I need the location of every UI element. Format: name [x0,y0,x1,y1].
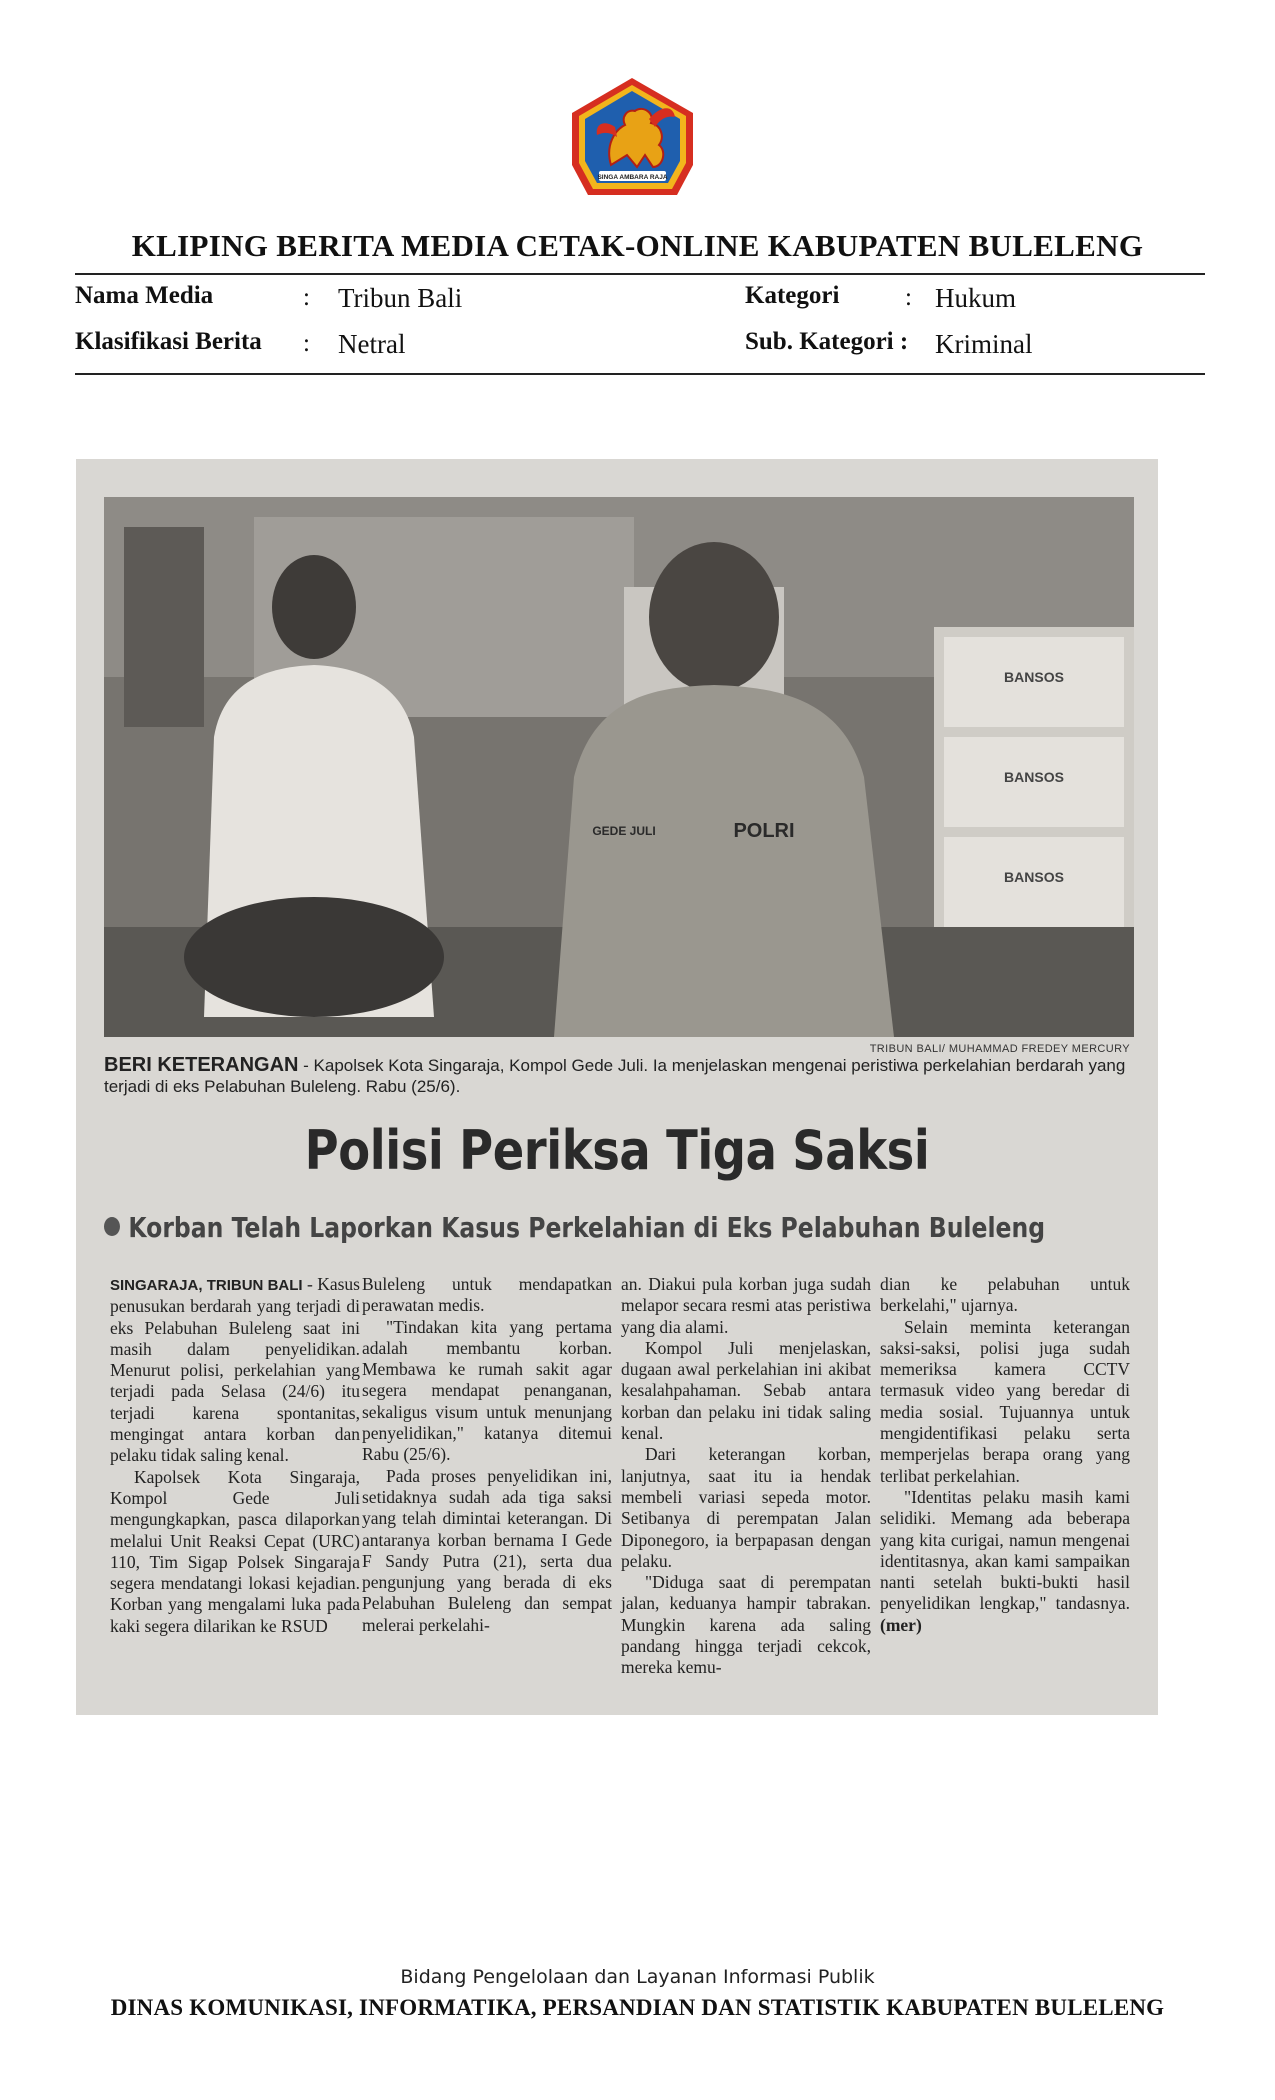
article-paragraph: an. Diakui pula korban juga sudah melapor secara resmi atas peristiwa yang dia alami. [621,1274,871,1337]
paragraph-text: "Identitas pelaku masih kami selidiki. Memang ada beberapa yang kita curigai, namun mengenai identitasnya, akan kami sampaikan nanti setelah bukti-bukti hasil penyelidikan lengkap," tandasnya. [880,1486,1130,1614]
article-paragraph [880,1487,1130,1636]
article-headline: Polisi Periksa Tiga Saksi [304,1119,930,1182]
sub-kategori-label: Sub. Kategori : [745,328,909,355]
colon: : [303,330,310,357]
article-paragraph: Pada proses penyelidikan ini, setidaknya sudah ada tiga saksi yang telah dimintai keterangan. Di antaranya korban bernama I Gede F Sandy Putra (21), serta dua pengunjung yang berada di eks Pelabuhan Buleleng dan sempat melerai perkelahi- [362,1465,612,1635]
dateline: SINGARAJA, TRIBUN BALI [110,1277,303,1294]
footer-agency: DINAS KOMUNIKASI, INFORMATIKA, PERSANDIAN DAN STATISTIK KABUPATEN BULELENG [110,1995,1165,2020]
article-photo [104,497,1134,1037]
name-tag-text: GEDE JULI [592,824,656,838]
paragraph-text: - Kasus penusukan berdarah yang terjadi di eks Pelabuhan Buleleng saat ini masih dalam penyelidikan. Menurut polisi, perkelahian yang terjadi pada Selasa (24/6) itu terjadi karena spontanitas, mengingat antara korban dan pelaku tidak saling kenal. [110,1274,360,1466]
article-paragraph: dian ke pelabuhan untuk berkelahi," ujarnya. [880,1274,1130,1316]
bansos-box-label: BANSOS [1004,869,1064,885]
bullet-icon [104,1217,120,1236]
bansos-box-label: BANSOS [1004,669,1064,685]
kategori-label: Kategori [745,282,840,309]
nama-media-value: Tribun Bali [338,283,463,313]
klasifikasi-label: Klasifikasi Berita [75,328,262,355]
article-body [76,1274,1158,1704]
article-paragraph: Kapolsek Kota Singaraja, Kompol Gede Juli mengungkapkan, pasca dilaporkan melalui Unit Reaksi Cepat (URC) 110, Tim Sigap Polsek Singaraja segera mendatangi lokasi kejadian. Korban yang mengalami luka pada kaki segera dilarikan ke RSUD [110,1466,360,1636]
article-column-2 [362,1274,612,1636]
kategori-value: Hukum [935,283,1016,313]
polri-badge-text: POLRI [733,820,795,842]
article-paragraph: Selain meminta keterangan saksi-saksi, polisi juga sudah memeriksa kamera CCTV termasuk video yang beredar di media sosial. Tujuannya untuk mengidentifikasi pelaku serta memperjelas berapa orang yang terlibat perkelahian. [880,1316,1130,1486]
article-paragraph: Buleleng untuk mendapatkan perawatan medis. [362,1274,612,1316]
header-top-rule [75,273,1205,275]
sub-kategori-value: Kriminal [935,329,1033,359]
colon: : [303,284,310,311]
colon: : [905,284,912,311]
article-paragraph: Kompol Juli menjelaskan, dugaan awal perkelahian ini akibat kesalahpahaman. Sebab antara korban dan pelaku ini tidak saling kenal. [621,1337,871,1444]
article-paragraph: "Tindakan kita yang pertama adalah membantu korban. Membawa ke rumah sakit agar segera mendapat penanganan, sekaligus visum untuk menunjang penyelidikan," katanya ditemui Rabu (25/6). [362,1316,612,1465]
article-paragraph: "Diduga saat di perempatan jalan, keduanya hampir tabrakan. Mungkin karena ada saling pandang hingga terjadi cekcok, mereka kemu- [621,1572,871,1678]
author-signature: (mer) [880,1614,922,1635]
regency-logo [565,75,700,200]
page-title: KLIPING BERITA MEDIA CETAK-ONLINE KABUPATEN BULELENG [131,228,1144,263]
nama-media-label: Nama Media [75,282,214,309]
footer-division: Bidang Pengelolaan dan Layanan Informasi Publik [400,1966,875,1988]
photo-caption [104,1055,1134,1097]
subhead-text: Korban Telah Laporkan Kasus Perkelahian di Eks Pelabuhan Buleleng [128,1211,1046,1244]
article-column-1 [110,1274,360,1637]
caption-text: - Kapolsek Kota Singaraja, Kompol Gede Juli. Ia menjelaskan mengenai peristiwa perkelahian berdarah yang terjadi di eks Pelabuhan Buleleng. Rabu (25/6). [104,1056,1126,1096]
caption-lead: BERI KETERANGAN [104,1054,299,1076]
header-bottom-rule [75,373,1205,375]
article-paragraph: Dari keterangan korban, lanjutnya, saat itu ia hendak membeli variasi sepeda motor. Setibanya di perempatan Jalan Diponegoro, ia berpapasan dengan pelaku. [621,1444,871,1571]
logo-motto: SINGA AMBARA RAJA [597,174,668,181]
photo-credit: TRIBUN BALI/ MUHAMMAD FREDEY MERCURY [869,1043,1130,1055]
article-column-4 [880,1274,1130,1636]
article-subhead [104,1211,1046,1244]
article-paragraph [110,1274,360,1467]
bansos-box-label: BANSOS [1004,769,1064,785]
klasifikasi-value: Netral [338,329,406,359]
newspaper-clipping [76,459,1158,1715]
article-column-3 [621,1274,871,1679]
